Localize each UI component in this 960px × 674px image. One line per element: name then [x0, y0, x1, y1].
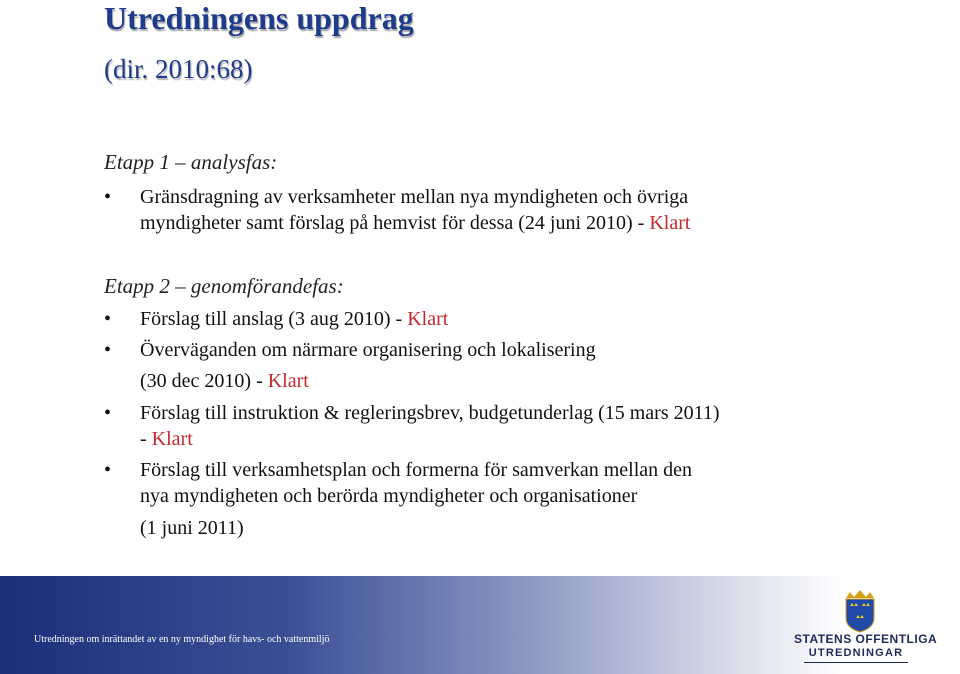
bullet-icon: •: [104, 459, 112, 481]
logo-text-line1: STATENS OFFENTLIGA: [794, 632, 938, 646]
stage1-heading: Etapp 1 – analysfas:: [104, 150, 278, 174]
footer-text: Utredningen om inrättandet av en ny myndighet för havs- och vattenmiljö: [34, 634, 330, 645]
bullet-icon: •: [104, 308, 112, 330]
stage2-item4-line2: nya myndigheten och berörda myndigheter och organisationer: [140, 485, 638, 507]
stage1-item1-line2: myndigheter samt förslag på hemvist för dessa (24 juni 2010) - Klart: [140, 212, 691, 234]
bullet-icon: •: [104, 186, 112, 208]
stage2-item2-line1: Överväganden om närmare organisering och lokalisering: [140, 339, 596, 361]
bullet-icon: •: [104, 402, 112, 424]
stage1-item1-line1: Gränsdragning av verksamheter mellan nya myndigheten och övriga: [140, 186, 689, 208]
stage2-item3-line2: - Klart: [140, 428, 193, 450]
status-klart: Klart: [649, 212, 691, 234]
logo-divider: [804, 662, 908, 663]
page-title: Utredningens uppdrag: [104, 0, 414, 36]
stage2-heading: Etapp 2 – genomförandefas:: [104, 274, 344, 298]
stage2-item2-line2: (30 dec 2010) - Klart: [140, 370, 309, 392]
status-klart: Klart: [267, 370, 309, 392]
stage2-item3-line1: Förslag till instruktion & regleringsbrev, budgetunderlag (15 mars 2011): [140, 402, 720, 424]
stage2-item4-line3: (1 juni 2011): [140, 517, 244, 539]
status-klart: Klart: [407, 308, 449, 330]
logo-text-line2: UTREDNINGAR: [808, 647, 904, 659]
stage2-item4-line1: Förslag till verksamhetsplan och formerna för samverkan mellan den: [140, 459, 693, 481]
stage2-item1: Förslag till anslag (3 aug 2010) - Klart: [140, 308, 449, 330]
status-klart: Klart: [151, 428, 193, 450]
page-subtitle: (dir. 2010:68): [104, 54, 253, 84]
bullet-icon: •: [104, 339, 112, 361]
